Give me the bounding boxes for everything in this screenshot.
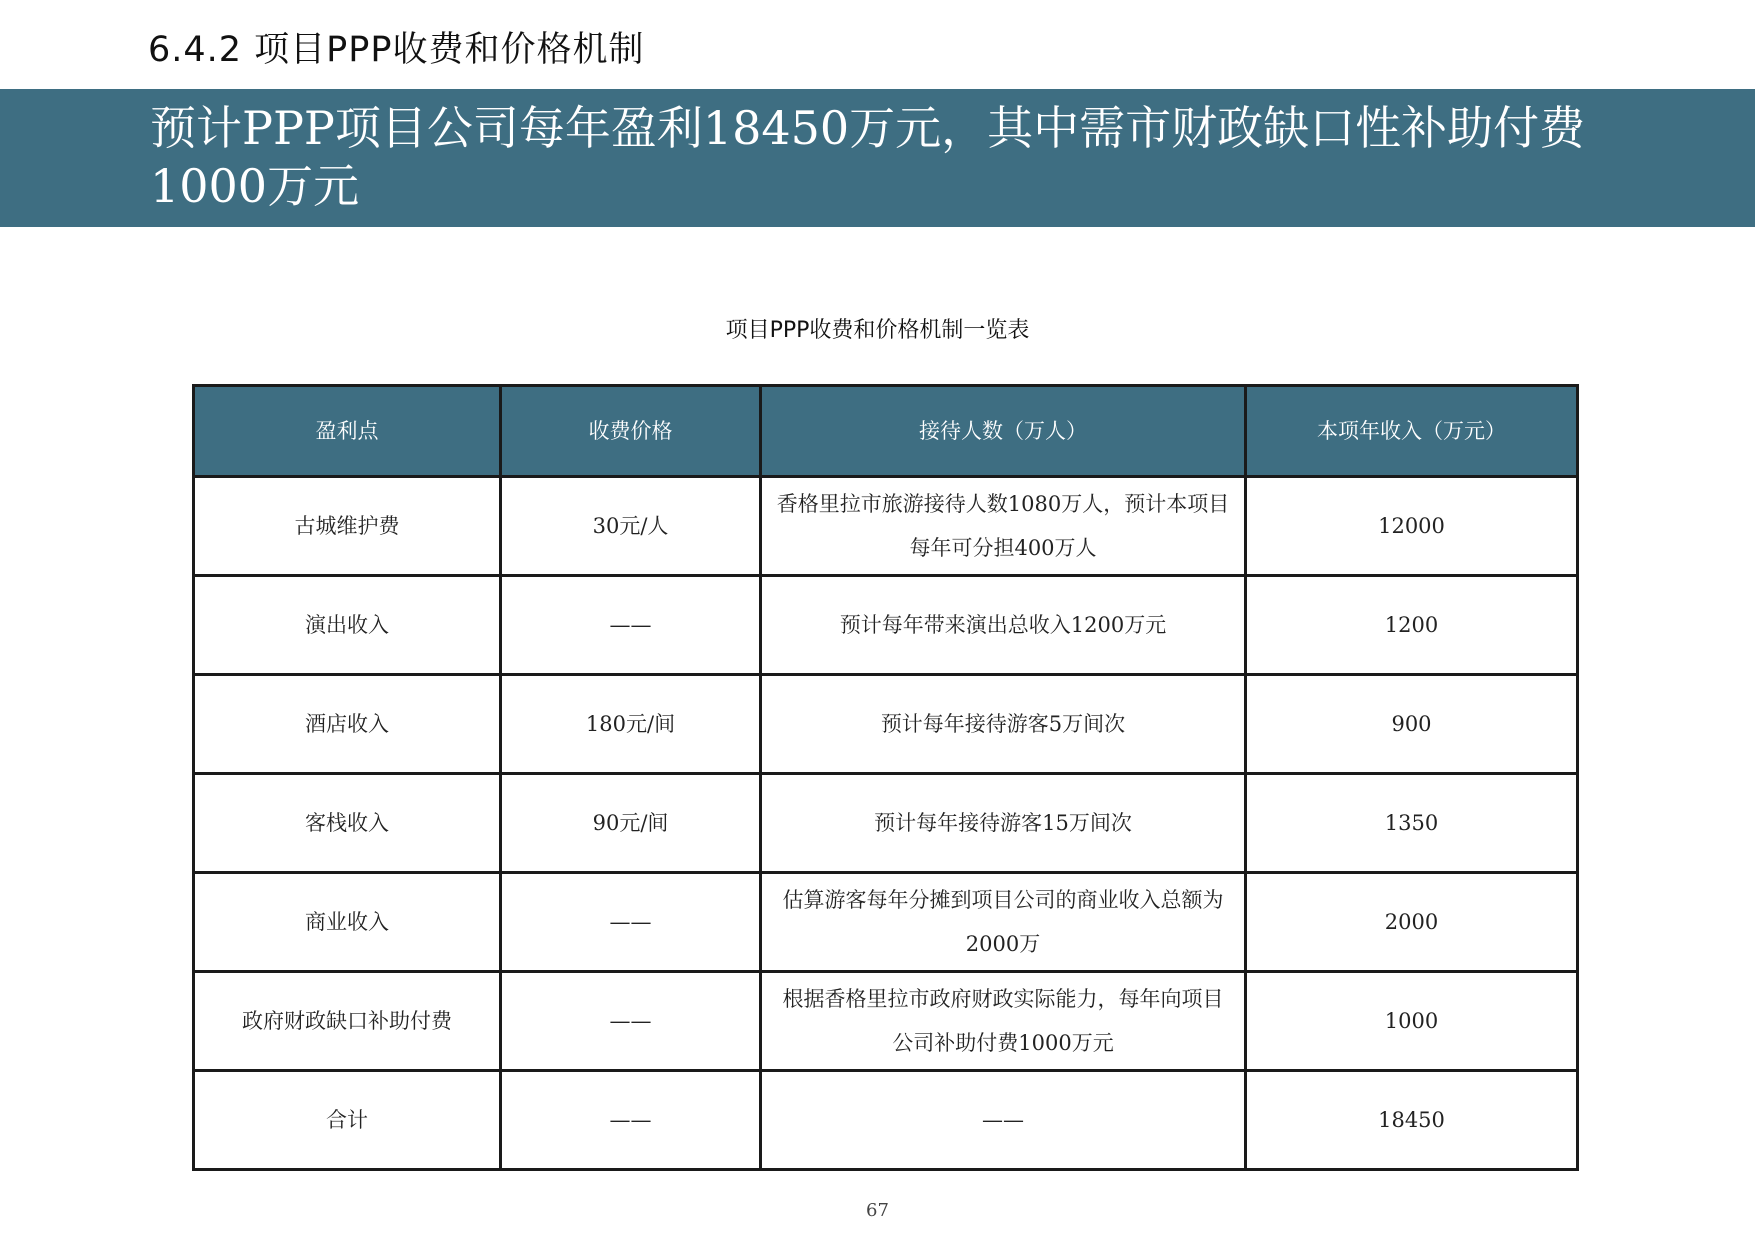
column-header-visitors: 接待人数（万人） xyxy=(761,386,1246,477)
cell-annual-income: 18450 xyxy=(1246,1071,1578,1170)
cell-profit-point: 客栈收入 xyxy=(194,774,501,873)
cell-profit-point: 演出收入 xyxy=(194,576,501,675)
cell-visitors: 预计每年带来演出总收入1200万元 xyxy=(761,576,1246,675)
cell-price: 180元/间 xyxy=(501,675,761,774)
cell-annual-income: 1350 xyxy=(1246,774,1578,873)
table-row xyxy=(194,576,1578,675)
cell-visitors: 预计每年接待游客5万间次 xyxy=(761,675,1246,774)
cell-annual-income: 12000 xyxy=(1246,477,1578,576)
page-number: 67 xyxy=(866,1200,889,1221)
cell-profit-point: 古城维护费 xyxy=(194,477,501,576)
fee-table xyxy=(192,384,1579,1171)
cell-price: —— xyxy=(501,873,761,972)
column-header-profit-point: 盈利点 xyxy=(194,386,501,477)
cell-annual-income: 900 xyxy=(1246,675,1578,774)
cell-price: —— xyxy=(501,1071,761,1170)
cell-visitors: 预计每年接待游客15万间次 xyxy=(761,774,1246,873)
table-row xyxy=(194,972,1578,1071)
headline-text: 预计PPP项目公司每年盈利18450万元，其中需市财政缺口性补助付费1000万元 xyxy=(150,101,1586,213)
cell-profit-point: 合计 xyxy=(194,1071,501,1170)
cell-price: —— xyxy=(501,972,761,1071)
cell-profit-point: 商业收入 xyxy=(194,873,501,972)
cell-annual-income: 1200 xyxy=(1246,576,1578,675)
cell-visitors: 香格里拉市旅游接待人数1080万人，预计本项目每年可分担400万人 xyxy=(761,477,1246,576)
section-heading: 6.4.2 项目PPP收费和价格机制 xyxy=(148,30,645,70)
table-row xyxy=(194,873,1578,972)
column-header-price: 收费价格 xyxy=(501,386,761,477)
cell-visitors: 估算游客每年分摊到项目公司的商业收入总额为2000万 xyxy=(761,873,1246,972)
table-row xyxy=(194,774,1578,873)
cell-visitors: —— xyxy=(761,1071,1246,1170)
cell-profit-point: 政府财政缺口补助付费 xyxy=(194,972,501,1071)
table-row xyxy=(194,675,1578,774)
cell-price: 90元/间 xyxy=(501,774,761,873)
column-header-annual-income: 本项年收入（万元） xyxy=(1246,386,1578,477)
table-header xyxy=(194,386,1578,477)
header-row xyxy=(194,386,1578,477)
cell-annual-income: 1000 xyxy=(1246,972,1578,1071)
table-row-total xyxy=(194,1071,1578,1170)
cell-price: —— xyxy=(501,576,761,675)
table-row xyxy=(194,477,1578,576)
headline-banner xyxy=(0,89,1755,227)
cell-profit-point: 酒店收入 xyxy=(194,675,501,774)
table-body xyxy=(194,477,1578,1170)
cell-annual-income: 2000 xyxy=(1246,873,1578,972)
cell-price: 30元/人 xyxy=(501,477,761,576)
table-title: 项目PPP收费和价格机制一览表 xyxy=(725,318,1030,343)
cell-visitors: 根据香格里拉市政府财政实际能力，每年向项目公司补助付费1000万元 xyxy=(761,972,1246,1071)
